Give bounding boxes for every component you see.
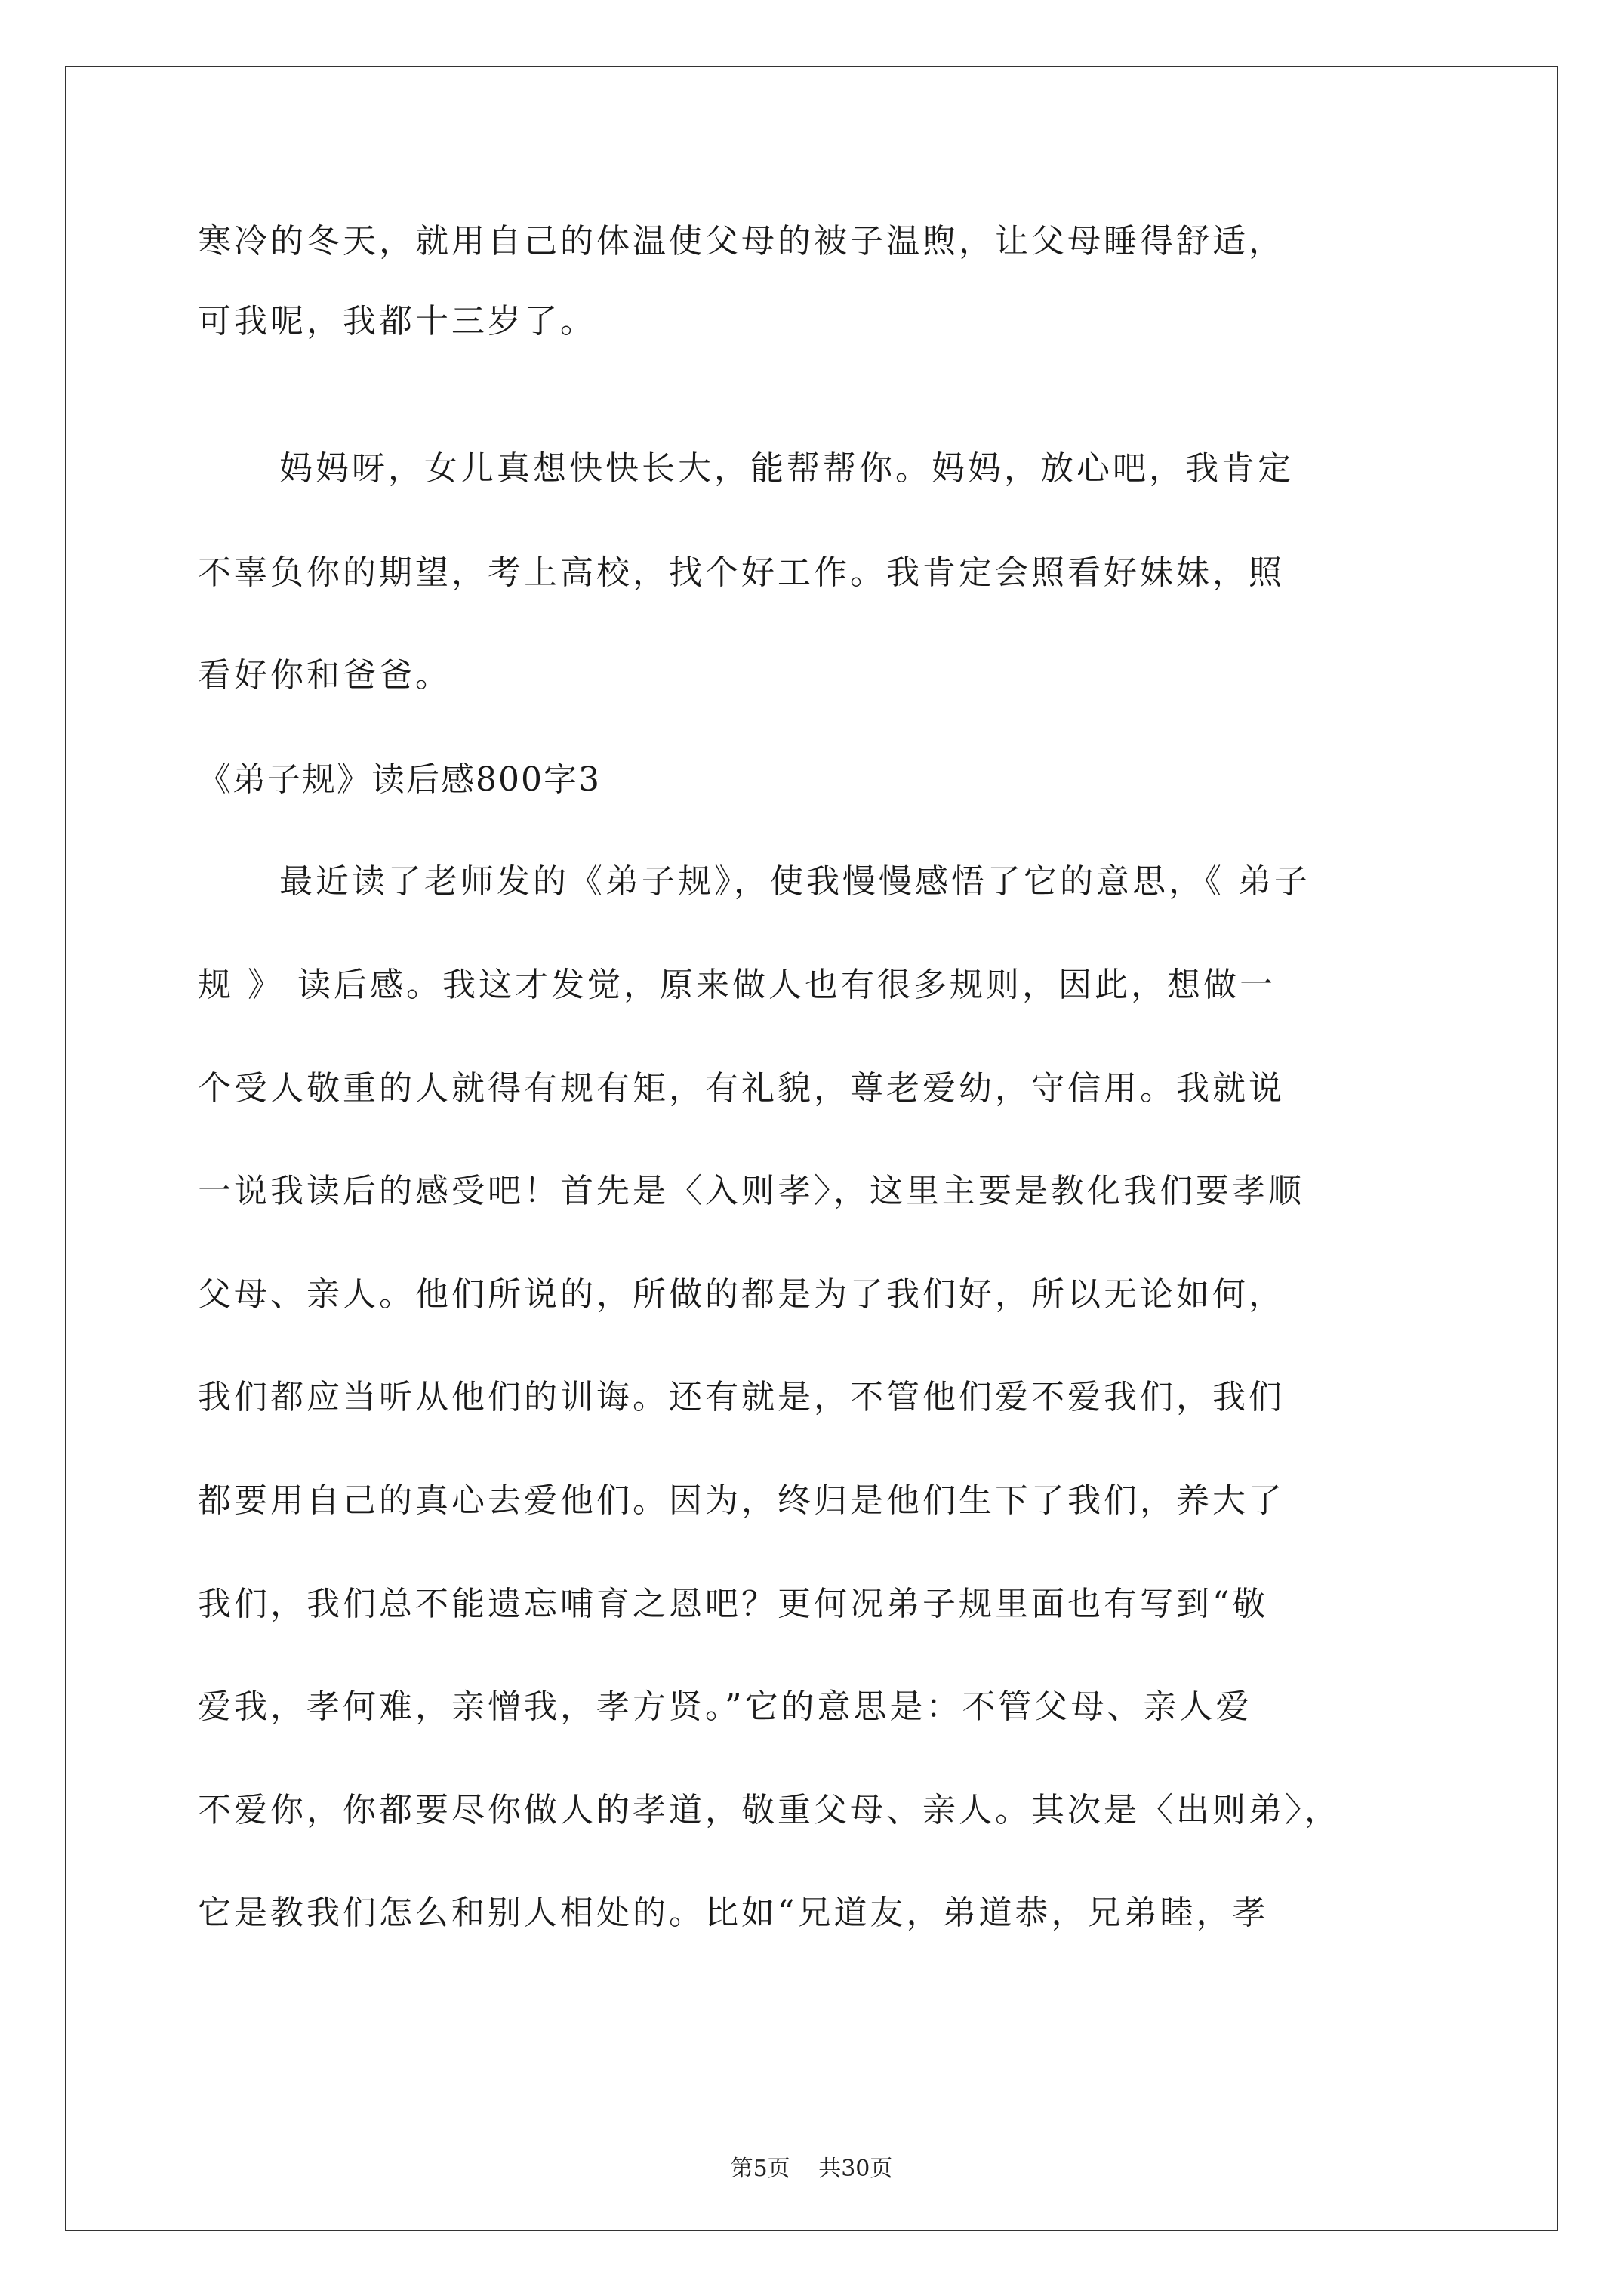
section-heading: 《弟子规》读后感800字3: [198, 760, 601, 799]
text-line-10: 一说我读后的感受吧！首先是〈入则孝〉，这里主要是教化我们要孝顺: [198, 1172, 1304, 1210]
text-line-13: 都要用自己的真心去爱他们。因为，终归是他们生下了我们，养大了: [198, 1481, 1285, 1520]
text-line-8: 规 》 读后感。我这才发觉，原来做人也有很多规则，因此，想做一: [198, 966, 1276, 1004]
text-line-14: 我们，我们总不能遗忘哺育之恩吧？更何况弟子规里面也有写到“敬: [198, 1585, 1269, 1623]
page-total: 共30页: [818, 2156, 893, 2182]
text-line-2: 可我呢，我都十三岁了。: [198, 302, 596, 341]
text-line-17: 它是教我们怎么和别人相处的。比如“兄道友，弟道恭，兄弟睦，孝: [198, 1894, 1269, 1932]
text-line-1: 寒冷的冬天，就用自己的体温使父母的被子温煦，让父母睡得舒适，: [198, 222, 1285, 260]
page-footer: [0, 2154, 1623, 2184]
text-line-7: 最近读了老师发的《弟子规》，使我慢慢感悟了它的意思，《 弟子: [279, 862, 1310, 901]
text-line-3: 妈妈呀，女儿真想快快长大，能帮帮你。妈妈，放心吧，我肯定: [279, 449, 1294, 488]
text-line-9: 个受人敬重的人就得有规有矩，有礼貌，尊老爱幼，守信用。我就说: [198, 1069, 1285, 1108]
text-line-12: 我们都应当听从他们的训诲。还有就是，不管他们爱不爱我们，我们: [198, 1378, 1285, 1416]
text-line-11: 父母、亲人。他们所说的，所做的都是为了我们好，所以无论如何，: [198, 1275, 1285, 1314]
text-line-15: 爱我，孝何难，亲憎我，孝方贤。”它的意思是：不管父母、亲人爱: [198, 1687, 1252, 1726]
text-line-4: 不辜负你的期望，考上高校，找个好工作。我肯定会照看好妹妹，照: [198, 553, 1285, 592]
text-line-5: 看好你和爸爸。: [198, 656, 451, 695]
text-line-16: 不爱你，你都要尽你做人的孝道，敬重父母、亲人。其次是〈出则弟〉，: [198, 1791, 1341, 1829]
page-number: 第5页: [730, 2156, 790, 2182]
